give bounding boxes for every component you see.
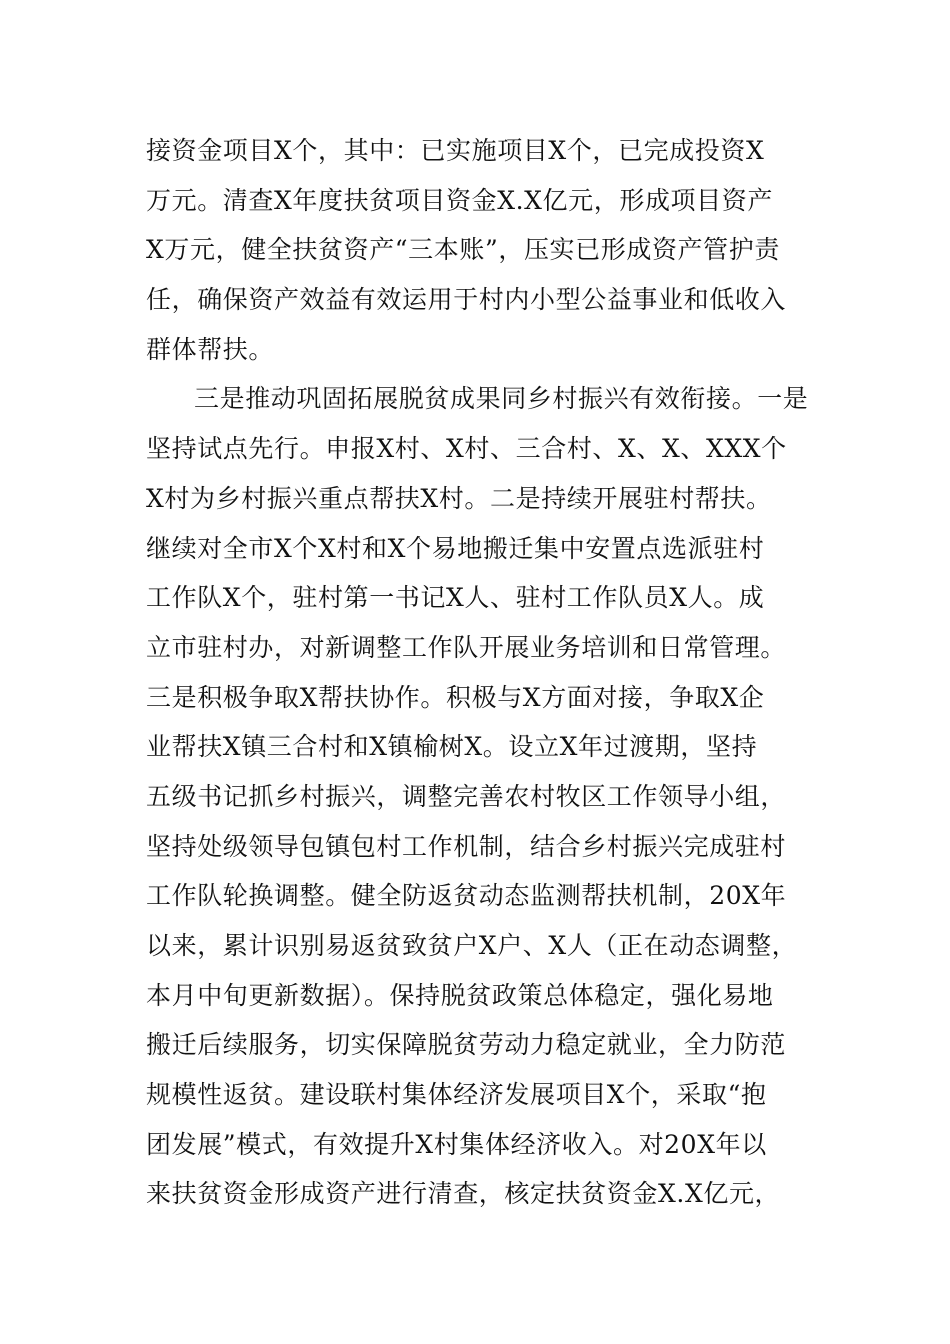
text-line: 以来，累计识别易返贫致贫户X户、X人（正在动态调整， (146, 931, 798, 960)
text-line: 接资金项目X个，其中：已实施项目X个，已完成投资X (146, 136, 765, 165)
text-line: X万元，健全扶贫资产“三本账”，压实已形成资产管护责 (146, 235, 780, 265)
text-line: X村为乡村振兴重点帮扶X村。二是持续开展驻村帮扶。 (146, 483, 772, 513)
text-line: 本月中旬更新数据）。保持脱贫政策总体稳定，强化易地 (146, 980, 774, 1010)
text-line: 工作队轮换调整。健全防返贫动态监测帮扶机制，20X年 (146, 881, 787, 911)
text-line: 任，确保资产效益有效运用于村内小型公益事业和低收入 (146, 285, 787, 315)
text-line: 坚持处级领导包镇包村工作机制，结合乡村振兴完成驻村 (146, 831, 787, 861)
text-line: 群体帮扶。 (146, 334, 275, 364)
text-line: 搬迁后续服务，切实保障脱贫劳动力稳定就业，全力防范 (146, 1030, 787, 1060)
text-line: 立市驻村办，对新调整工作队开展业务培训和日常管理。 (146, 632, 787, 662)
text-line: 五级书记抓乡村振兴，调整完善农村牧区工作领导小组， (146, 781, 787, 811)
text-line: 业帮扶X镇三合村和X镇榆树X。设立X年过渡期，坚持 (146, 732, 758, 762)
text-line: 继续对全市X个X村和X个易地搬迁集中安置点选派驻村 (146, 533, 765, 563)
text-line: 团发展”模式，有效提升X村集体经济收入。对20X年以 (146, 1129, 767, 1159)
text-line: 万元。清查X年度扶贫项目资金X.X亿元，形成项目资产 (146, 185, 773, 215)
paragraph-1 (146, 126, 836, 374)
paragraph-2 (146, 374, 836, 1219)
body-text (146, 126, 836, 1219)
text-line: 三是推动巩固拓展脱贫成果同乡村振兴有效衔接。一是 (194, 384, 809, 414)
text-line: 坚持试点先行。申报X村、X村、三合村、X、X、XXX个 (146, 434, 787, 464)
text-line: 工作队X个，驻村第一书记X人、驻村工作队员X人。成 (146, 583, 765, 613)
text-line: 规模性返贫。建设联村集体经济发展项目X个，采取“抱 (146, 1080, 767, 1110)
text-line: 来扶贫资金形成资产进行清查，核定扶贫资金X.X亿元， (146, 1179, 781, 1209)
text-line: 三是积极争取X帮扶协作。积极与X方面对接，争取X企 (146, 682, 765, 712)
